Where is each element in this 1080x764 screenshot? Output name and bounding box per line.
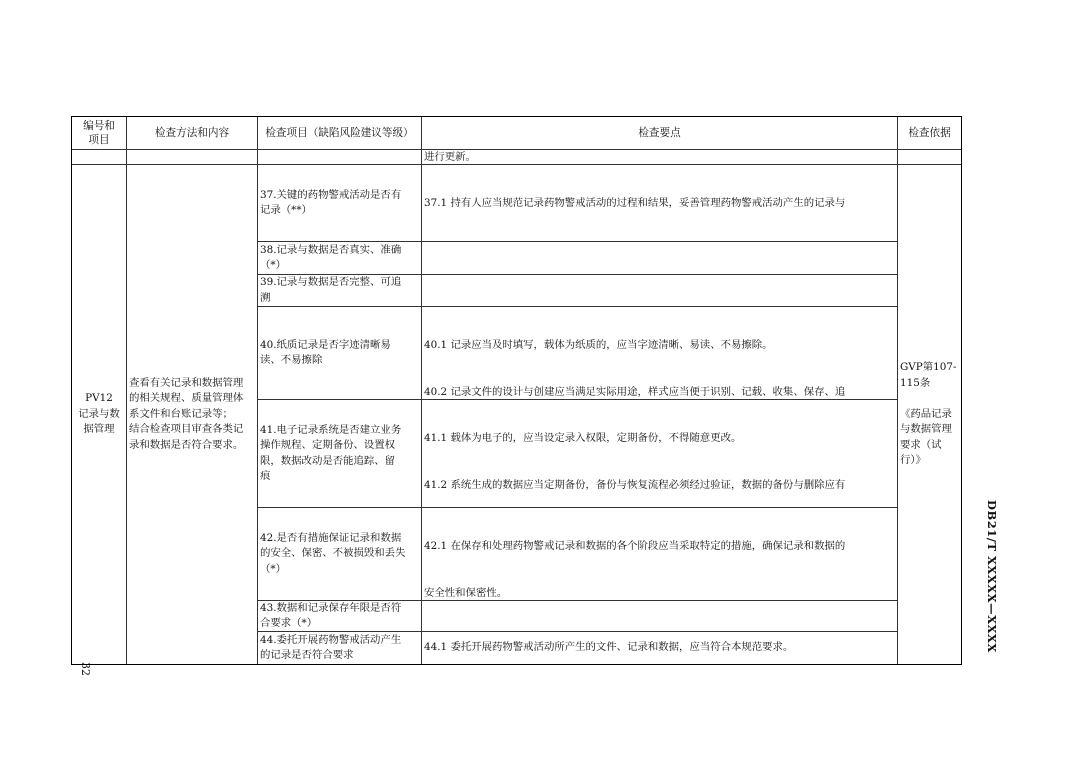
points-43 [422,601,898,632]
item-39: 39.记录与数据是否完整、可追 溯 [258,275,422,307]
points-40 [422,307,898,400]
page-number: 32 [79,662,92,676]
point-line: 安全性和保密性。 [424,586,508,599]
header-basis: 检查依据 [898,117,961,150]
continuation-text: 进行更新。 [422,150,898,165]
points-39 [422,275,898,307]
point-line: 44.1 委托开展药物警戒活动所产生的文件、记录和数据，应当符合本规范要求。 [424,641,794,654]
item-41: 41.电子记录系统是否建立业务 操作规程、定期备份、设置权 限，数据改动是否能追踪、留 痕 [258,400,422,508]
item-43: 43.数据和记录保存年限是否符 合要求（*） [258,601,422,632]
cont-item-cell [258,150,422,165]
point-line: 37.1 持有人应当规范记录药物警戒活动的过程和结果，妥善管理药物警戒活动产生的记录与 [424,197,846,209]
cont-basis-cell [898,150,961,165]
points-41 [422,400,898,508]
header-item: 检查项目（缺陷风险建议等级） [258,117,422,150]
cont-method-cell [127,150,258,165]
cont-code-cell [72,150,127,165]
header-method: 检查方法和内容 [127,117,258,150]
item-37: 37.关键的药物警戒活动是否有 记录（**） [258,165,422,242]
point-line: 42.1 在保存和处理药物警戒记录和数据的各个阶段应当采取特定的措施，确保记录和数据的 [424,540,846,552]
point-line: 40.1 记录应当及时填写，载体为纸质的，应当字迹清晰、易读、不易擦除。 [424,339,773,351]
points-37 [422,165,898,242]
point-line: 41.1 载体为电子的，应当设定录入权限，定期备份，不得随意更改。 [424,432,742,444]
item-40: 40.纸质记录是否字迹清晰易 读、不易擦除 [258,307,422,400]
header-code: 编号和 项目 [72,117,127,150]
header-points: 检查要点 [422,117,898,150]
check-basis: GVP第107- 115条 《药品记录 与数据管理 要求（试 行）》 [900,361,957,467]
standard-number: DB21/T XXXXX—XXXX [985,500,999,653]
point-line: 40.2 记录文件的设计与创建应当满足实际用途，样式应当便于识别、记载、收集、保存、追 [424,385,846,398]
item-code: PV12 记录与数 据管理 [72,165,127,664]
points-38 [422,242,898,275]
point-line: 41.2 系统生成的数据应当定期备份，备份与恢复流程必须经过验证，数据的备份与删除应有 [424,478,846,491]
inspection-table [71,116,962,665]
check-method: 查看有关记录和数据管理 的相关规程、质量管理体 系文件和台账记录等； 结合检查项目审查各类记 录和数据是否符合要求。 [127,165,258,664]
points-42 [422,508,898,601]
item-38: 38.记录与数据是否真实、准确 （*） [258,242,422,275]
item-44: 44.委托开展药物警戒活动产生 的记录是否符合要求 [258,632,422,664]
item-42: 42.是否有措施保证记录和数据 的安全、保密、不被损毁和丢失 （*） [258,508,422,601]
points-44 [422,632,898,664]
